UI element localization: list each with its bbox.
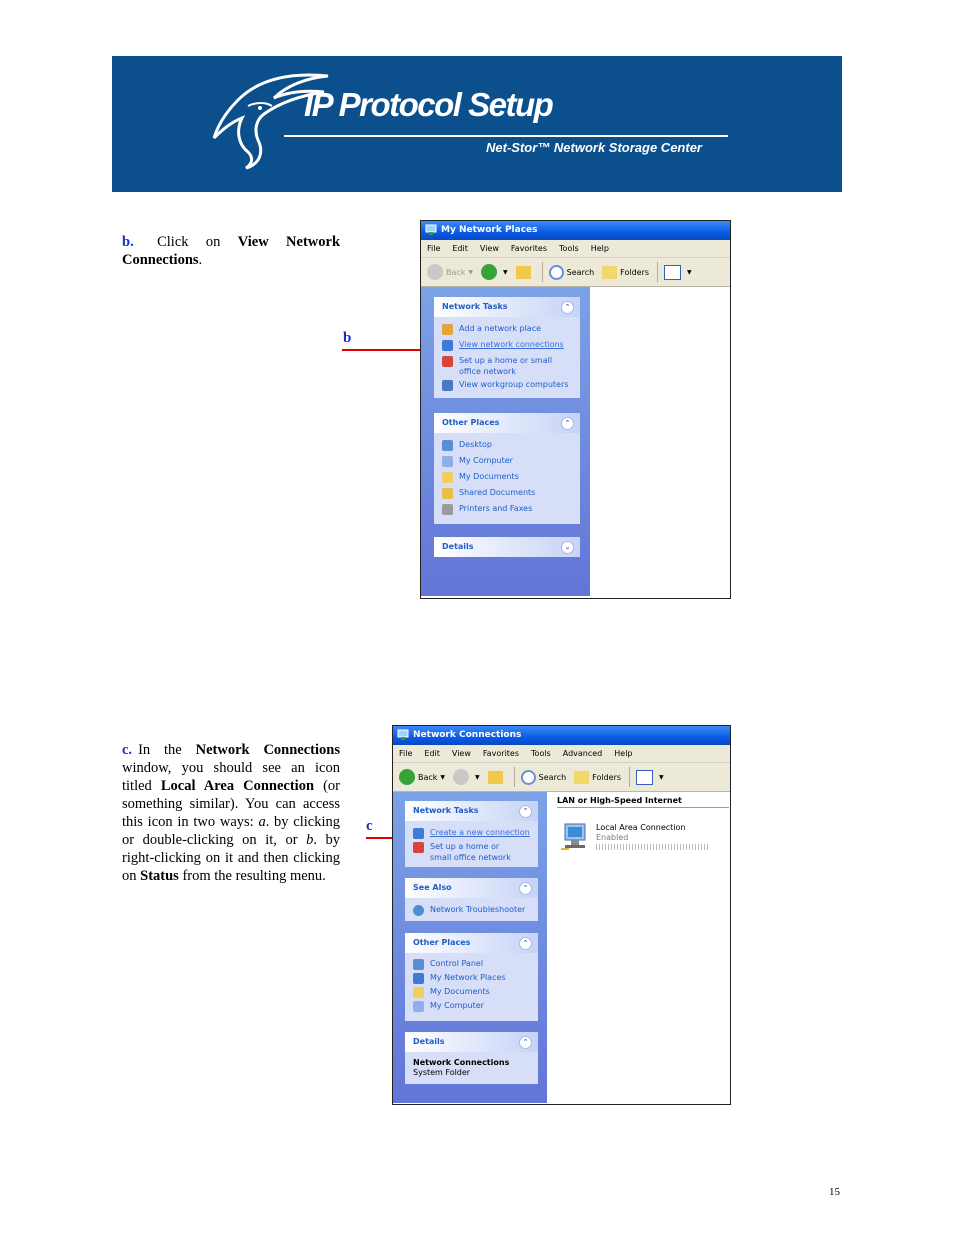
step-c-text: (or something similar). You can access this icon in two ways:	[122, 778, 340, 830]
collapse-chevron-icon[interactable]: ⌃	[519, 1036, 532, 1049]
toolbar-separator	[514, 767, 515, 787]
dropdown-icon: ▼	[503, 268, 508, 276]
other-places-title: Other Places	[442, 418, 500, 427]
workgroup-computers-icon	[442, 380, 453, 391]
task-setup-home-network[interactable]	[434, 355, 580, 379]
menu-edit[interactable]: Edit	[452, 244, 468, 253]
step-b-paragraph	[122, 233, 340, 269]
dropdown-icon: ▼	[659, 773, 664, 781]
folders-label: Folders	[592, 772, 622, 782]
back-label: Back	[418, 772, 438, 782]
callout-c-label: c	[366, 818, 373, 834]
back-arrow-icon	[399, 769, 415, 785]
window1-titlebar[interactable]	[421, 221, 730, 240]
details-title: Details	[442, 542, 474, 551]
network-tasks-panel	[405, 801, 538, 867]
back-button[interactable]	[399, 769, 445, 785]
folders-button[interactable]	[602, 266, 649, 279]
forward-arrow-icon	[481, 264, 497, 280]
details-type: System Folder	[413, 1068, 471, 1077]
place-my-computer[interactable]	[405, 1000, 538, 1014]
task-label: View network connections	[459, 340, 564, 349]
step-b-marker: b.	[122, 234, 134, 250]
folders-button[interactable]	[574, 771, 621, 784]
place-label: Desktop	[459, 440, 492, 449]
details-panel	[434, 537, 580, 557]
window2-body	[393, 792, 730, 1103]
see-also-header[interactable]	[405, 878, 538, 898]
task-add-network-place[interactable]	[434, 323, 580, 339]
home-network-icon	[413, 842, 424, 853]
folders-icon	[574, 771, 589, 784]
step-c-bold: Network Connections	[195, 742, 340, 758]
control-panel-icon	[413, 959, 424, 970]
step-c-marker: c.	[122, 742, 133, 758]
banner-subtitle: Net-Stor™ Network Storage Center	[486, 140, 702, 155]
other-places-panel	[405, 933, 538, 1021]
window2-task-pane	[393, 792, 547, 1103]
folders-icon	[602, 266, 617, 279]
back-arrow-icon	[427, 264, 443, 280]
place-control-panel[interactable]	[405, 958, 538, 972]
see-also-troubleshooter[interactable]	[405, 904, 538, 920]
window2-menubar	[393, 745, 730, 763]
other-places-header[interactable]	[405, 933, 538, 953]
details-content	[405, 1052, 538, 1084]
my-documents-icon	[442, 472, 453, 483]
dropdown-icon: ▼	[687, 268, 692, 276]
connection-device-name-blurred	[596, 844, 708, 850]
folders-label: Folders	[620, 267, 650, 277]
my-computer-icon	[413, 1001, 424, 1012]
menu-tools[interactable]: Tools	[531, 749, 551, 758]
window1-body	[421, 287, 730, 596]
new-connection-icon	[413, 828, 424, 839]
other-places-title: Other Places	[413, 938, 471, 947]
details-header[interactable]	[405, 1032, 538, 1052]
menu-view[interactable]: View	[451, 749, 471, 758]
back-label: Back	[446, 267, 466, 277]
menu-favorites[interactable]: Favorites	[482, 749, 520, 758]
home-network-icon	[442, 356, 453, 367]
up-folder-button[interactable]	[516, 266, 534, 279]
network-tasks-panel	[434, 297, 580, 398]
connection-name: Local Area Connection	[596, 823, 686, 832]
local-area-connection-item[interactable]	[559, 818, 729, 852]
network-places-icon	[413, 973, 424, 984]
search-button[interactable]	[521, 770, 566, 785]
dropdown-icon: ▼	[468, 268, 474, 276]
task-view-workgroup[interactable]	[434, 379, 580, 395]
search-icon	[521, 770, 536, 785]
collapse-chevron-icon[interactable]: ⌃	[561, 301, 574, 314]
window2-toolbar	[393, 763, 730, 792]
step-b-text: Click on	[157, 234, 238, 250]
task-label: Set up a home or small office network	[430, 842, 511, 862]
up-folder-button[interactable]	[488, 771, 506, 784]
place-my-documents[interactable]	[405, 986, 538, 1000]
step-c-text: . by clicking or double-clicking on it, or	[122, 814, 340, 848]
place-label: My Documents	[430, 987, 490, 996]
shared-documents-icon	[442, 488, 453, 499]
step-c-bold: Status	[140, 868, 179, 884]
task-label: Create a new connection	[430, 828, 530, 837]
views-button[interactable]	[636, 770, 664, 785]
place-desktop[interactable]	[434, 439, 580, 455]
network-tasks-header[interactable]	[405, 801, 538, 821]
up-folder-icon	[516, 266, 531, 279]
network-connections-icon	[442, 340, 453, 351]
forward-button[interactable]	[481, 264, 508, 280]
task-view-network-connections[interactable]	[434, 339, 580, 355]
views-button[interactable]	[664, 265, 692, 280]
step-b-text-end: .	[198, 252, 203, 268]
network-tasks-title: Network Tasks	[442, 302, 508, 311]
place-shared-documents[interactable]	[434, 487, 580, 503]
callout-b-label: b	[343, 330, 352, 346]
menu-help[interactable]: Help	[590, 244, 609, 253]
add-network-place-icon	[442, 324, 453, 335]
header-banner	[112, 56, 842, 192]
search-icon	[549, 265, 564, 280]
my-documents-icon	[413, 987, 424, 998]
network-connections-window	[392, 725, 731, 1105]
search-button[interactable]	[549, 265, 594, 280]
my-network-places-window	[420, 220, 731, 599]
see-also-label: Network Troubleshooter	[430, 905, 526, 914]
place-printers-faxes[interactable]	[434, 503, 580, 519]
views-icon	[664, 265, 681, 280]
other-places-panel	[434, 413, 580, 524]
task-label: Set up a home or small office network	[459, 356, 553, 376]
window1-task-pane	[421, 287, 590, 596]
back-button[interactable]	[427, 264, 473, 280]
place-my-network-places[interactable]	[405, 972, 538, 986]
collapse-chevron-icon[interactable]: ⌃	[519, 805, 532, 818]
place-label: Control Panel	[430, 959, 484, 968]
place-label: Printers and Faxes	[459, 504, 533, 513]
forward-button[interactable]	[453, 769, 480, 785]
banner-title: IP Protocol Setup	[304, 86, 553, 123]
network-tasks-header[interactable]	[434, 297, 580, 317]
page-number: 15	[829, 1186, 840, 1198]
printer-icon	[442, 504, 453, 515]
troubleshooter-icon	[413, 905, 424, 916]
window2-titlebar[interactable]	[393, 726, 730, 745]
place-label: Shared Documents	[459, 488, 536, 497]
collapse-chevron-icon[interactable]: ⌃	[519, 937, 532, 950]
place-label: My Documents	[459, 472, 519, 481]
menu-view[interactable]: View	[479, 244, 499, 253]
task-label: View workgroup computers	[459, 380, 569, 389]
place-my-computer[interactable]	[434, 455, 580, 471]
dropdown-icon: ▼	[475, 773, 480, 781]
window1-menubar	[421, 240, 730, 258]
up-folder-icon	[488, 771, 503, 784]
desktop-icon	[442, 440, 453, 451]
menu-tools[interactable]: Tools	[559, 244, 579, 253]
collapse-chevron-icon[interactable]: ⌃	[519, 882, 532, 895]
forward-arrow-icon	[453, 769, 469, 785]
connection-status: Enabled	[596, 833, 629, 842]
step-c-text: . by right-clicking on it and then clicking on	[122, 832, 340, 884]
see-also-panel	[405, 878, 538, 921]
collapse-chevron-icon[interactable]: ⌃	[561, 417, 574, 430]
menu-favorites[interactable]: Favorites	[510, 244, 548, 253]
task-label: Add a network place	[459, 324, 542, 333]
task-setup-home-network[interactable]	[405, 841, 538, 865]
dropdown-icon: ▼	[440, 773, 446, 781]
step-c-text: In the	[138, 742, 196, 758]
place-my-documents[interactable]	[434, 471, 580, 487]
menu-file[interactable]: File	[399, 749, 413, 758]
details-title: Details	[413, 1037, 445, 1046]
details-panel	[405, 1032, 538, 1084]
step-b-bold: View Network Connections	[122, 234, 341, 268]
my-computer-icon	[442, 456, 453, 467]
place-label: My Computer	[430, 1001, 484, 1010]
step-c-italic: b	[306, 832, 314, 848]
step-c-bold: Local Area Connection	[160, 778, 315, 794]
see-also-title: See Also	[413, 883, 452, 892]
views-icon	[636, 770, 653, 785]
search-label: Search	[538, 772, 567, 782]
menu-file[interactable]: File	[427, 244, 441, 253]
step-c-italic: a	[258, 814, 266, 830]
window1-title: My Network Places	[441, 225, 538, 235]
step-c-text: from the resulting menu.	[178, 868, 326, 884]
toolbar-separator	[657, 262, 658, 282]
step-c-paragraph	[122, 741, 340, 885]
place-label: My Computer	[459, 456, 513, 465]
banner-rule	[284, 135, 728, 137]
group-header-rule	[557, 807, 729, 808]
network-connections-icon	[397, 729, 409, 741]
lan-connection-icon	[559, 818, 593, 852]
place-label: My Network Places	[430, 973, 506, 982]
search-label: Search	[566, 267, 595, 277]
other-places-header[interactable]	[434, 413, 580, 433]
task-create-connection[interactable]	[405, 827, 538, 841]
menu-edit[interactable]: Edit	[424, 749, 440, 758]
toolbar-separator	[542, 262, 543, 282]
details-name: Network Connections	[413, 1058, 510, 1067]
menu-help[interactable]: Help	[614, 749, 633, 758]
expand-chevron-icon[interactable]: ⌄	[561, 541, 574, 554]
menu-advanced[interactable]: Advanced	[562, 749, 603, 758]
step-c-text: window, you should see an icon titled	[122, 760, 340, 794]
toolbar-separator	[629, 767, 630, 787]
network-tasks-title: Network Tasks	[413, 806, 479, 815]
network-places-icon	[425, 224, 437, 236]
details-header[interactable]	[434, 537, 580, 557]
window2-title: Network Connections	[413, 730, 522, 740]
window1-toolbar	[421, 258, 730, 287]
group-header: LAN or High-Speed Internet	[557, 796, 682, 805]
